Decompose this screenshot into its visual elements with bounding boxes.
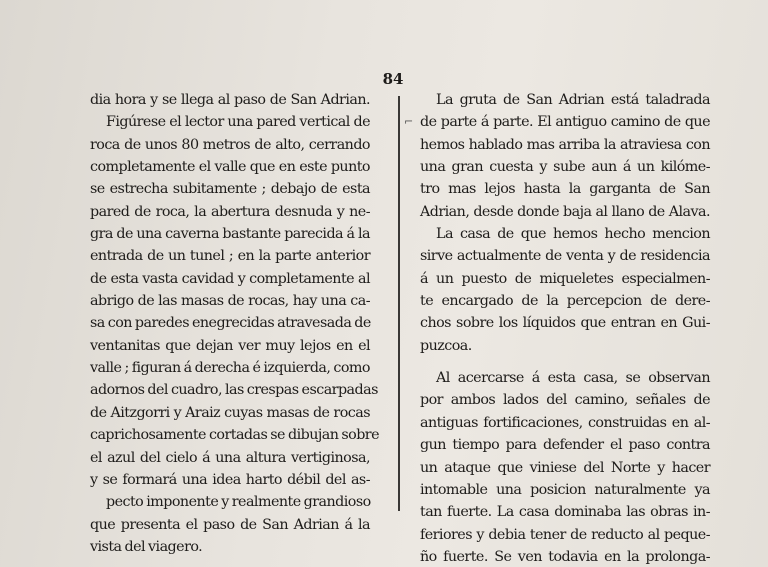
text-line: sa con paredes enegrecidas atravesada de xyxy=(90,315,371,332)
text-line: chos sobre los líquidos que entran en Gui- xyxy=(420,315,710,332)
text-line: por ambos lados del camino, señales de xyxy=(420,392,710,409)
text-line: que presenta el paso de San Adrian á la xyxy=(90,516,370,533)
text-line: gun tiempo para defender el paso contra xyxy=(420,437,710,454)
text-line: completamente el valle que en este punto xyxy=(90,159,370,176)
text-line: adornos del cuadro, las crespas escarpadas xyxy=(90,382,378,399)
text-line: se estrecha subitamente ; debajo de esta xyxy=(90,181,370,198)
text-line: vista del viagero. xyxy=(90,538,203,555)
text-line: tan fuerte. La casa dominaba las obras in- xyxy=(420,504,710,521)
text-line: entrada de un tunel ; en la parte anterior xyxy=(90,248,370,265)
column-divider xyxy=(398,96,400,511)
left-column xyxy=(90,89,380,558)
text-line: dia hora y se llega al paso de San Adrian. xyxy=(90,92,370,108)
text-line: pecto imponente y realmente grandioso xyxy=(106,494,371,511)
text-line: puzcoa. xyxy=(420,337,472,354)
text-line: antiguas fortificaciones, construidas en al- xyxy=(420,414,710,431)
text-line: á un puesto de miqueletes especialmen- xyxy=(420,270,710,287)
right-column xyxy=(420,89,710,567)
text-line: ño fuerte. Se ven todavia en la prolonga- xyxy=(420,548,710,565)
text-line: abrigo de las masas de rocas, hay una ca- xyxy=(90,293,370,310)
text-line: el azul del cielo á una altura vertiginosa, xyxy=(90,449,370,466)
text-line: caprichosamente cortadas se dibujan sobre xyxy=(90,427,380,444)
text-line: hemos hablado mas arriba la atraviesa con xyxy=(420,136,710,153)
text-line: Adrian, desde donde baja al llano de Alava. xyxy=(420,203,710,220)
paragraph-gap xyxy=(420,357,710,367)
text-line: y se formará una idea harto débil del as- xyxy=(90,471,370,488)
text-line: intomable una posicion naturalmente ya xyxy=(420,481,710,498)
text-line: de parte á parte. El antiguo camino de que xyxy=(420,114,710,131)
text-line: te encargado de la percepcion de dere- xyxy=(420,293,710,310)
text-line: de Aitzgorri y Araiz cuyas masas de rocas xyxy=(90,404,370,421)
text-line: feriores y debia tener de reducto al peque- xyxy=(420,526,710,543)
margin-mark-icon: ⌐ xyxy=(404,115,414,128)
text-line: Al acercarse á esta casa, se observan xyxy=(436,370,710,387)
text-line: un ataque que viniese del Norte y hacer xyxy=(420,459,710,476)
text-line: sirve actualmente de venta y de residencia xyxy=(420,248,710,265)
page-number: 84 xyxy=(382,70,404,88)
text-line: roca de unos 80 metros de alto, cerrando xyxy=(90,136,370,153)
text-line: una gran cuesta y sube aun á un kilóme- xyxy=(420,159,710,176)
text-line: tro mas lejos hasta la garganta de San xyxy=(420,181,710,198)
text-line: Figúrese el lector una pared vertical de xyxy=(106,114,370,131)
text-line: pared de roca, la abertura desnuda y ne- xyxy=(90,203,370,220)
text-line: gra de una caverna bastante parecida á la xyxy=(90,226,370,243)
text-line: valle ; figuran á derecha é izquierda, como xyxy=(90,360,370,377)
text-line: La gruta de San Adrian está taladrada xyxy=(436,92,710,108)
text-line: ventanitas que dejan ver muy lejos en el xyxy=(90,337,370,354)
text-line: La casa de que hemos hecho mencion xyxy=(436,226,710,243)
text-line: de esta vasta cavidad y completamente al xyxy=(90,270,370,287)
